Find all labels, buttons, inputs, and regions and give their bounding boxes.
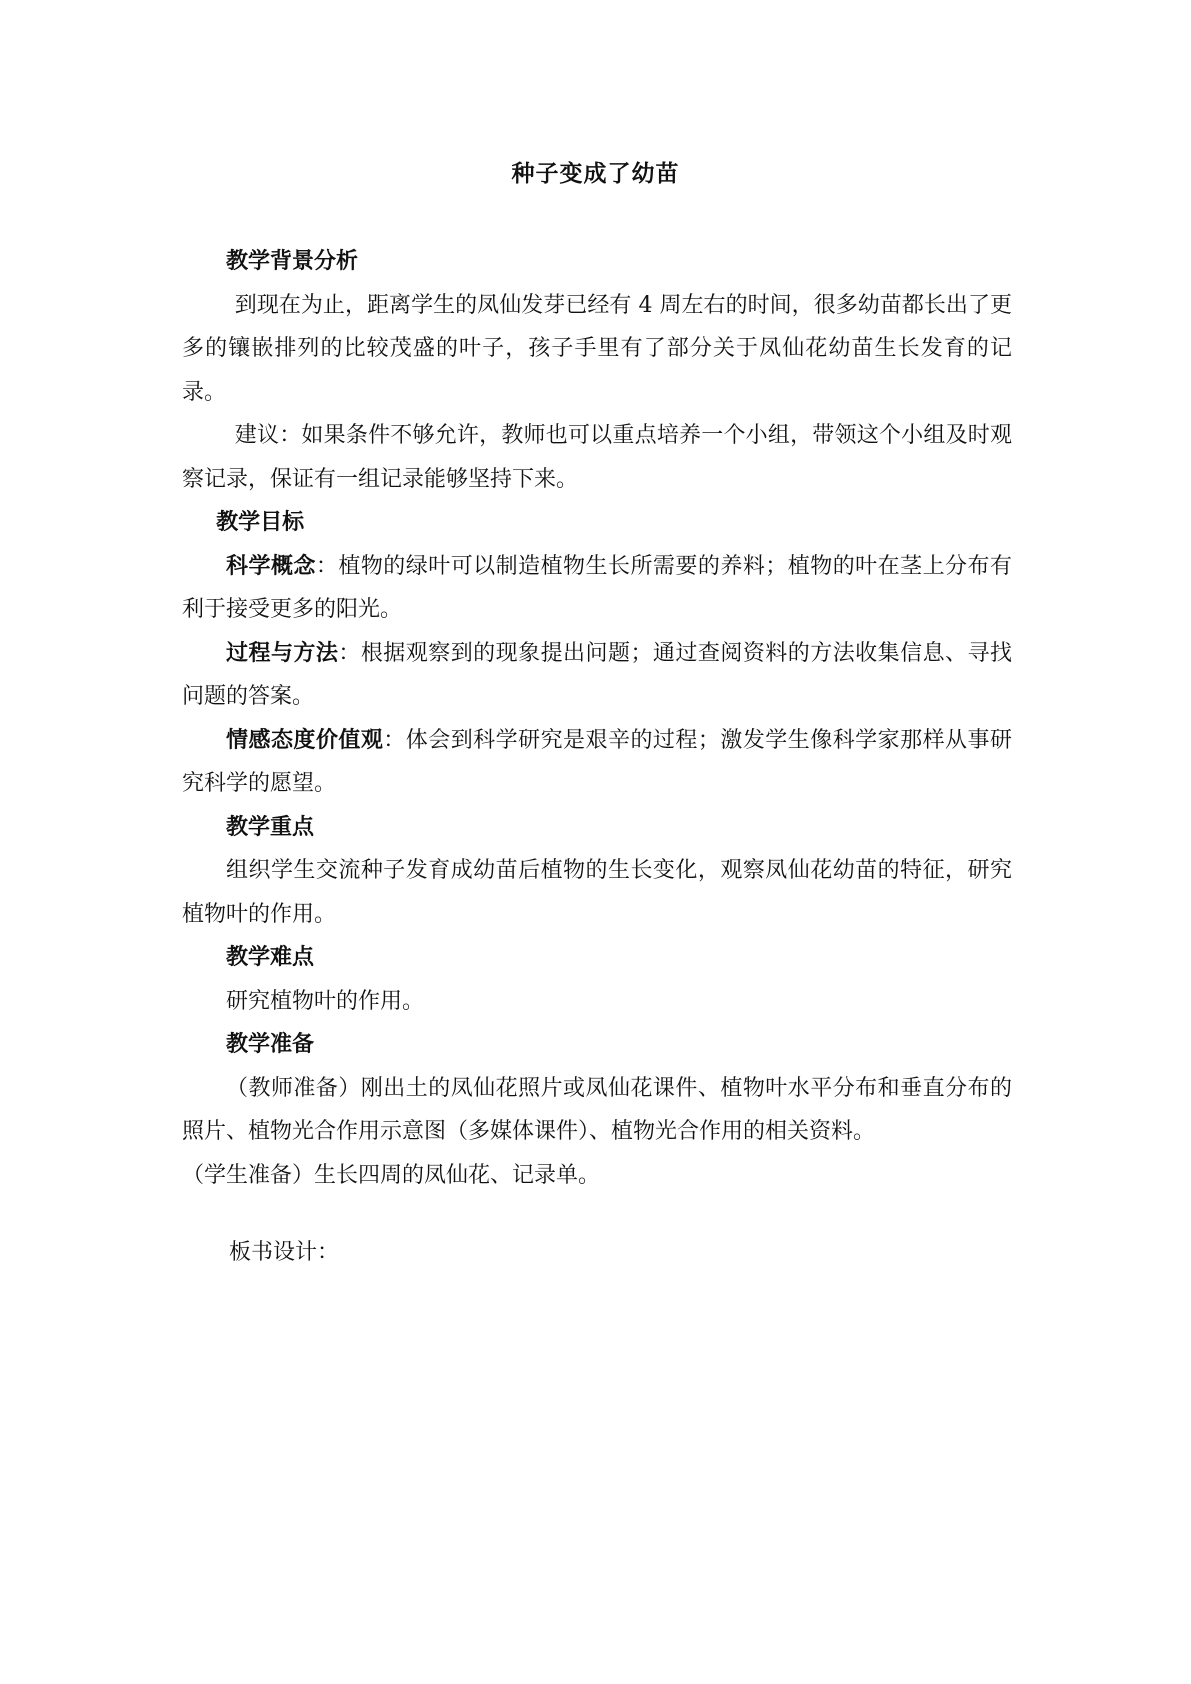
goal-emotion-text: ：体会到科学研究是艰辛的过程；激发学生像科学家那样从事研究科学的愿望。: [182, 727, 1012, 796]
section-heading-background: 教学背景分析: [226, 249, 359, 274]
key-points-paragraph: 组织学生交流种子发育成幼苗后植物的生长变化，观察凤仙花幼苗的特征，研究植物叶的作用。: [182, 858, 1012, 927]
section-heading-preparation: 教学准备: [226, 1032, 315, 1057]
goal-emotion-values: [182, 719, 1012, 806]
goal-science-text: ：植物的绿叶可以制造植物生长所需要的养料；植物的叶在茎上分布有利于接受更多的阳光。: [182, 553, 1012, 622]
teacher-preparation-paragraph: （教师准备）刚出土的凤仙花照片或凤仙花课件、植物叶水平分布和垂直分布的照片、植物光合作用示意图（多媒体课件）、植物光合作用的相关资料。: [182, 1075, 1012, 1144]
student-preparation-paragraph: （学生准备）生长四周的凤仙花、记录单。: [182, 1162, 601, 1188]
goal-emotion-label: 情感态度价值观: [226, 727, 384, 753]
suggestion-paragraph: 建议：如果条件不够允许，教师也可以重点培养一个小组，带领这个小组及时观察记录，保证有一组记录能够坚持下来。: [182, 423, 1012, 492]
goal-process-method: [182, 632, 1012, 719]
goal-process-label: 过程与方法: [226, 640, 339, 666]
background-paragraph: 到现在为止，距离学生的凤仙发芽已经有 4 周左右的时间，很多幼苗都长出了更多的镶嵌排列的比较茂盛的叶子，孩子手里有了部分关于凤仙花幼苗生长发育的记录。: [182, 292, 1012, 405]
section-heading-goals: 教学目标: [216, 510, 305, 535]
section-heading-key-points: 教学重点: [226, 814, 315, 840]
document-title: 种子变成了幼苗: [511, 161, 680, 187]
goal-process-text: ：根据观察到的现象提出问题；通过查阅资料的方法收集信息、寻找问题的答案。: [182, 640, 1012, 709]
goal-science-label: 科学概念: [226, 553, 316, 579]
document-body: [182, 240, 1012, 1197]
board-design-label: 板书设计：: [229, 1240, 340, 1265]
section-heading-difficulty: 教学难点: [226, 945, 315, 970]
difficulty-paragraph: 研究植物叶的作用。: [226, 988, 425, 1014]
goal-science-concept: [182, 545, 1012, 632]
